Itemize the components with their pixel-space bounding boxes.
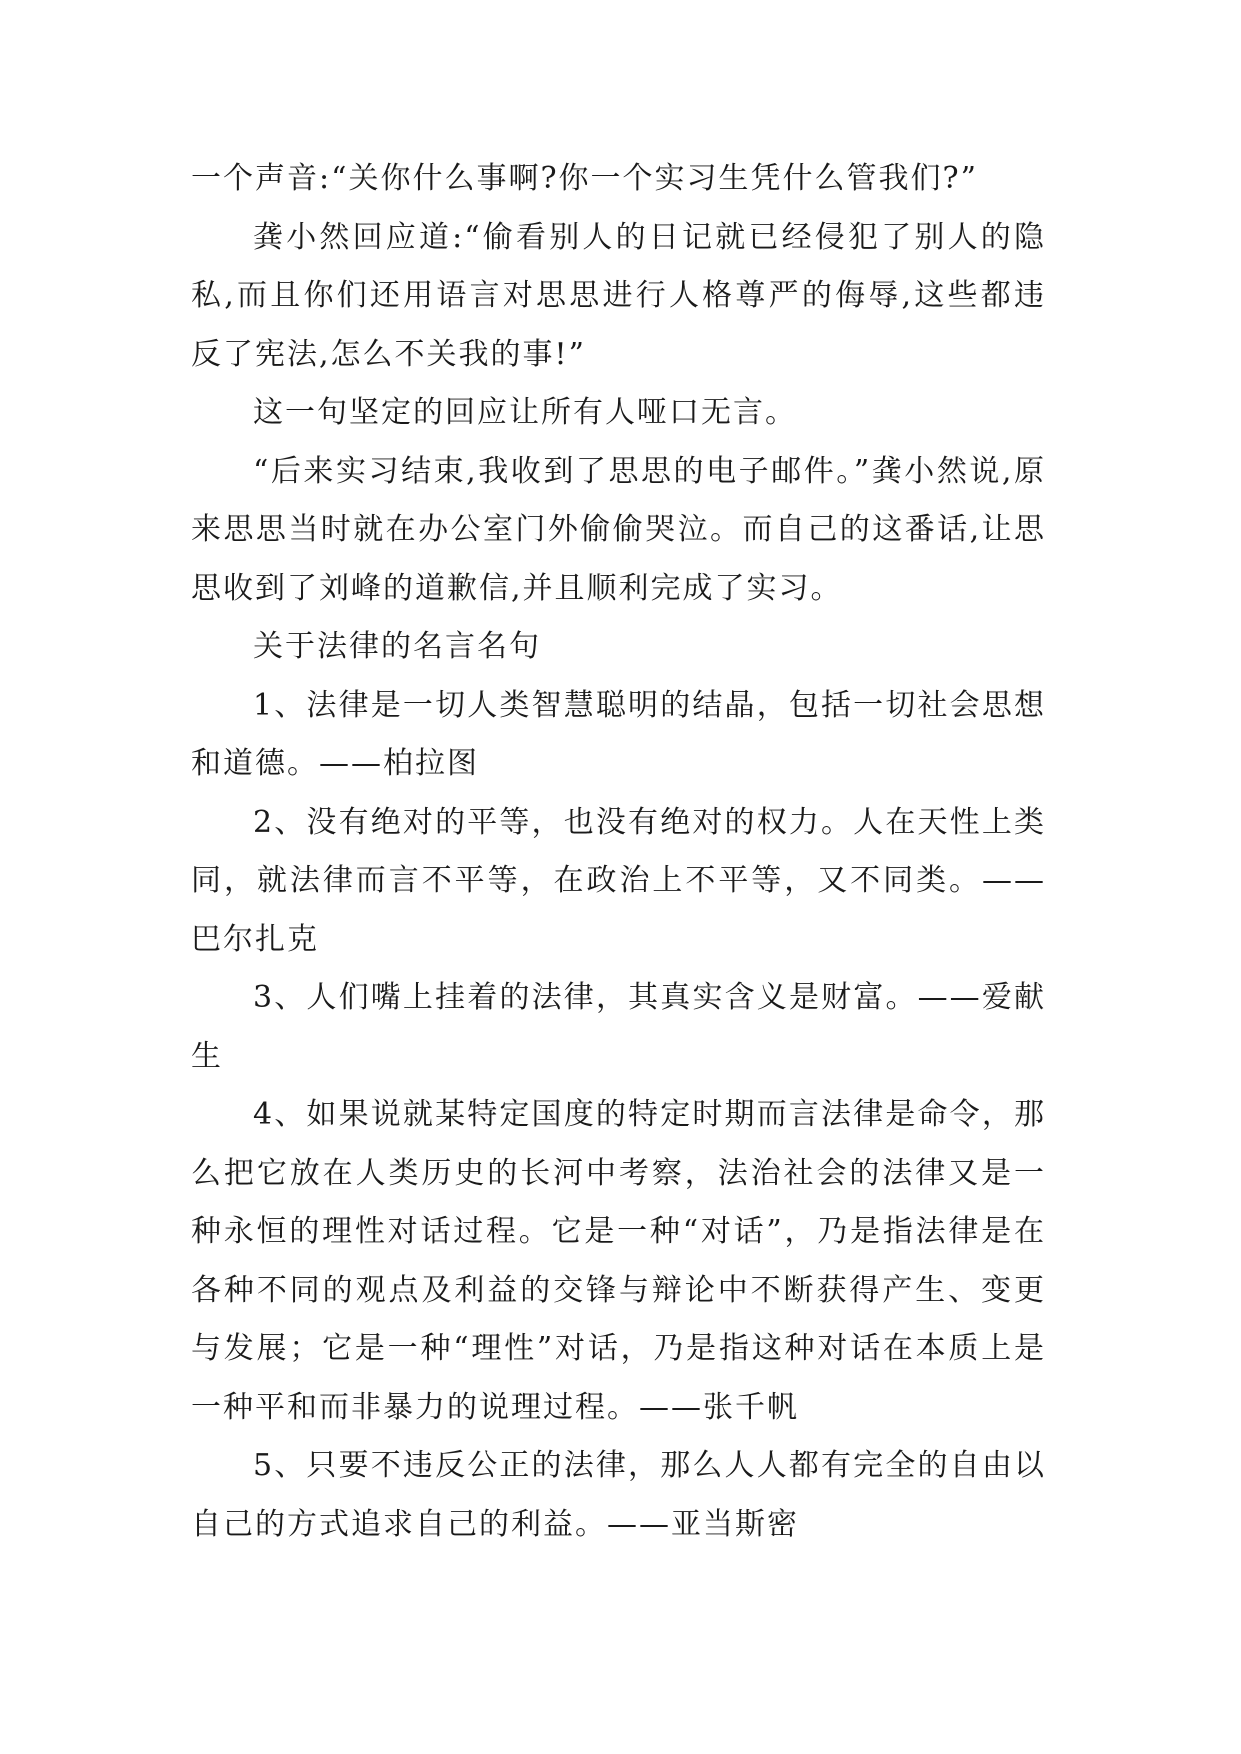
paragraph-email: “后来实习结束,我收到了思思的电子邮件。”龚小然说,原来思思当时就在办公室门外偷偷哭泣。而自己的这番话,让思思收到了刘峰的道歉信,并且顺利完成了实习。 — [191, 453, 1046, 606]
paragraph-continuation: 一个声音:“关你什么事啊?你一个实习生凭什么管我们?” — [191, 161, 978, 196]
body-text — [191, 150, 1046, 1554]
quote-item-4: 4、如果说就某特定国度的特定时期而言法律是命令，那么把它放在人类历史的长河中考察，法治社会的法律又是一种永恒的理性对话过程。它是一种“对话”，乃是指法律是在各种不同的观点及利益的交锋与辩论中不断获得产生、变更与发展；它是一种“理性”对话，乃是指这种对话在本质上是一种平和而非暴力的说理过程。——张千帆 — [191, 1097, 1046, 1425]
quote-item-2: 2、没有绝对的平等，也没有绝对的权力。人在天性上类同，就法律而言不平等，在政治上不平等，又不同类。——巴尔扎克 — [191, 804, 1046, 957]
quote-item-1: 1、法律是一切人类智慧聪明的结晶，包括一切社会思想和道德。——柏拉图 — [191, 687, 1046, 781]
quote-item-3: 3、人们嘴上挂着的法律，其真实含义是财富。——爱献生 — [191, 980, 1046, 1074]
quote-item-5: 5、只要不违反公正的法律，那么人人都有完全的自由以自己的方式追求自己的利益。——亚当斯密 — [191, 1448, 1046, 1542]
paragraph-silence: 这一句坚定的回应让所有人哑口无言。 — [253, 395, 797, 430]
section-heading-law-quotes: 关于法律的名言名句 — [253, 629, 541, 664]
paragraph-gong-reply: 龚小然回应道:“偷看别人的日记就已经侵犯了别人的隐私,而且你们还用语言对思思进行人格尊严的侮辱,这些都违反了宪法,怎么不关我的事!” — [191, 219, 1046, 372]
